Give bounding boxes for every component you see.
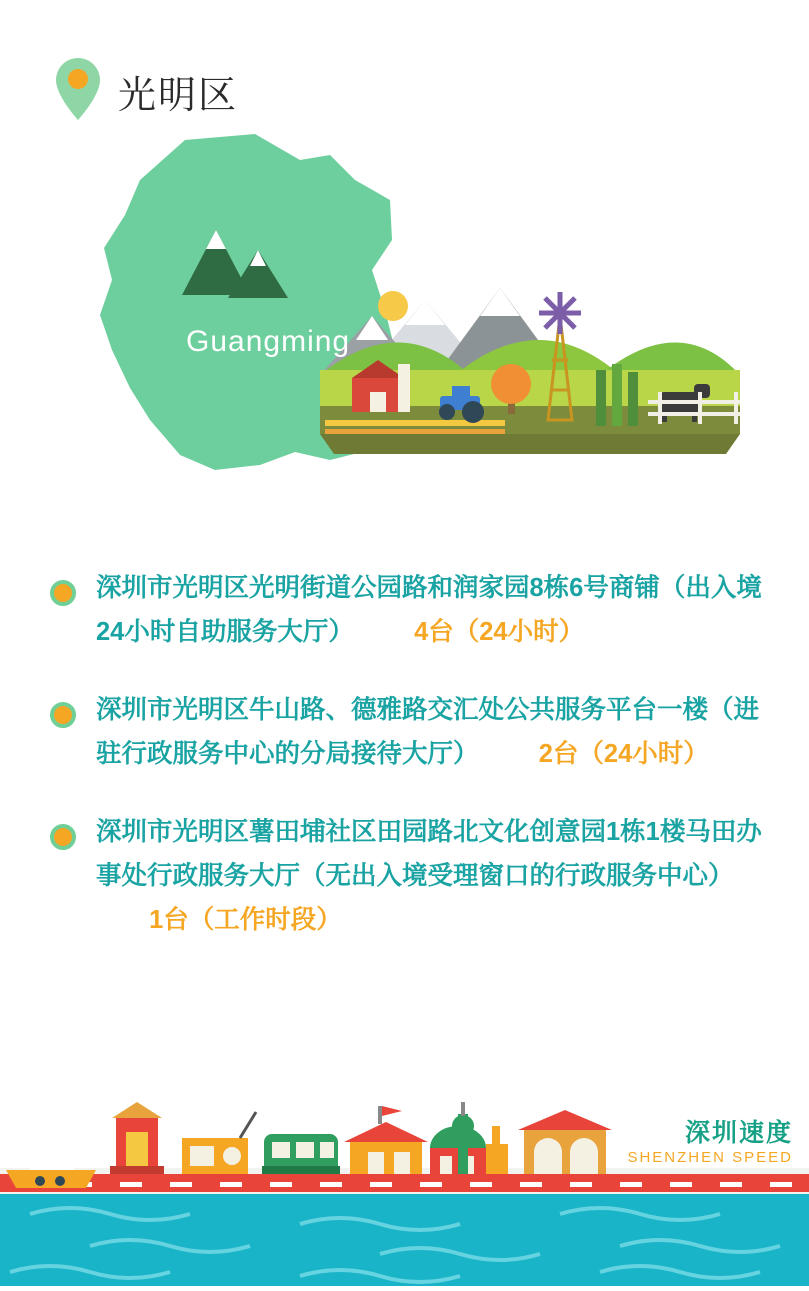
brand-title-en: SHENZHEN SPEED: [627, 1149, 793, 1166]
map-label: Guangming: [186, 325, 351, 358]
bullet-icon: [50, 702, 76, 728]
page-header: [0, 0, 809, 140]
train-icon: [262, 1134, 340, 1174]
bullet-icon: [50, 824, 76, 850]
pavilion-icon: [518, 1110, 612, 1174]
page-footer: [0, 1096, 809, 1286]
lantern-tower-icon: [110, 1102, 164, 1174]
location-address: 深圳市光明区光明街道公园路和润家园8栋6号商铺（出入境24小时自助服务大厅）: [96, 574, 762, 646]
gate-arch-icon: [344, 1106, 428, 1174]
bullet-icon: [50, 580, 76, 606]
location-count: 1台（工作时段）: [149, 906, 342, 934]
sun-icon: [378, 291, 408, 321]
brand-block: [627, 1118, 793, 1168]
page-title: 光明区: [118, 75, 239, 117]
map-illustration: [0, 120, 809, 520]
field-icon: [596, 364, 638, 426]
location-count: 2台（24小时）: [538, 740, 709, 768]
radio-icon: [182, 1112, 256, 1174]
list-item[interactable]: [0, 566, 809, 654]
location-list: [0, 566, 809, 976]
boat-icon: [6, 1156, 96, 1188]
district-map-graphic: [0, 120, 809, 520]
list-item[interactable]: [0, 688, 809, 776]
location-address: 深圳市光明区牛山路、德雅路交汇处公共服务平台一楼（进驻行政服务中心的分局接待大厅）: [96, 696, 760, 768]
location-pin-icon: [56, 58, 100, 120]
list-item[interactable]: [0, 810, 809, 942]
location-count: 4台（24小时）: [414, 618, 585, 646]
location-address: 深圳市光明区薯田埔社区田园路北文化创意园1栋1楼马田办事处行政服务大厅（无出入境受理窗口的行政服务中心）: [96, 818, 762, 890]
brand-title-cn: 深圳速度: [684, 1119, 793, 1147]
